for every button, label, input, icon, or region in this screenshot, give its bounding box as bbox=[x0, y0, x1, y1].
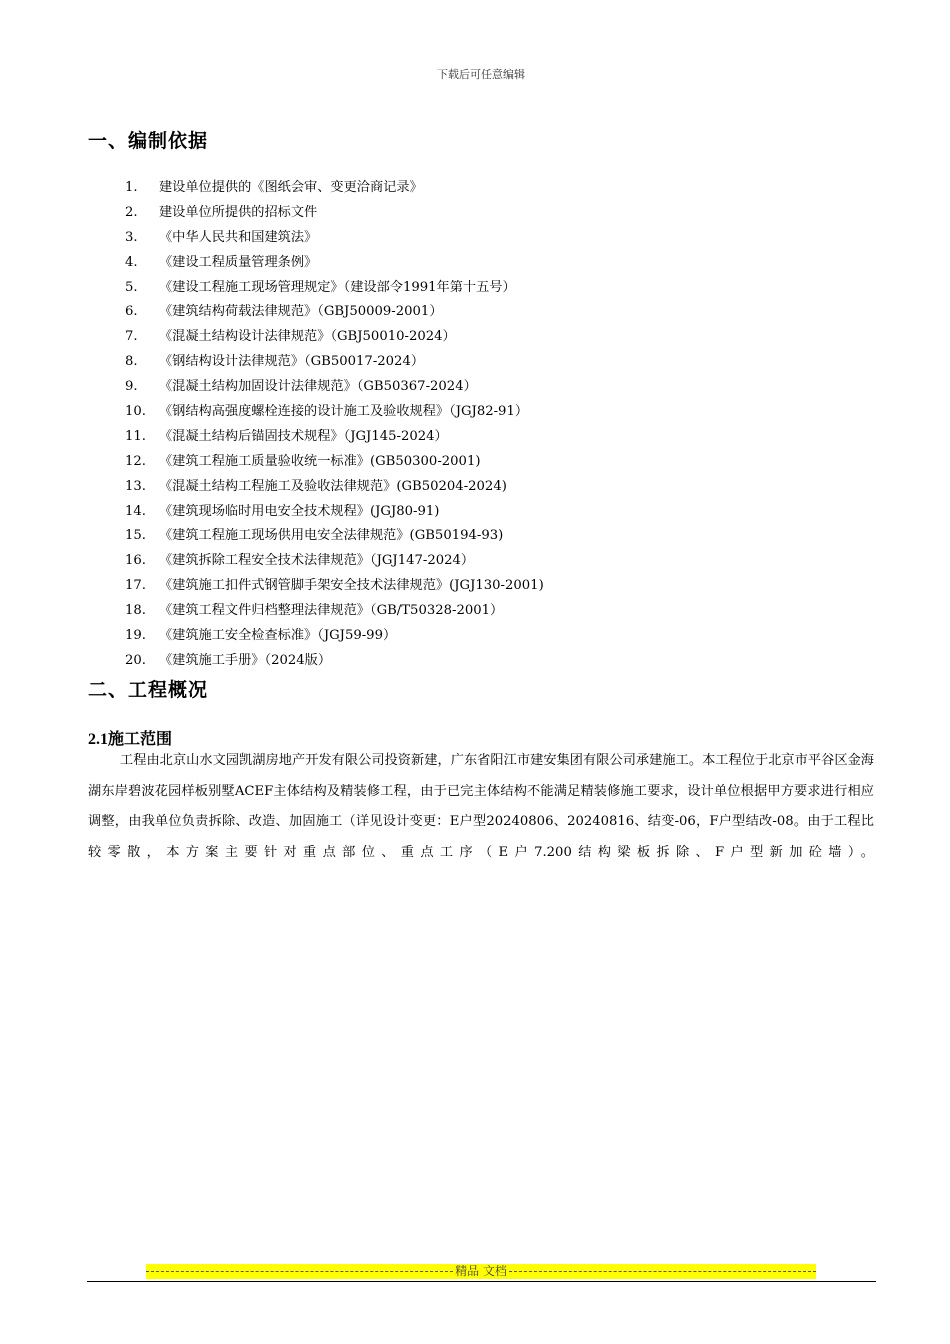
list-item bbox=[125, 601, 544, 626]
list-item-number: 1. bbox=[125, 180, 138, 195]
body-paragraph: 工程由北京山水文园凯湖房地产开发有限公司投资新建，广东省阳江市建安集团有限公司承建施工。本工程位于北京市平谷区金海湖东岸碧波花园样板别墅ACEF主体结构及精装修工程，由于已完主体结构不能满足精装修施工要求，设计单位根据甲方要求进行相应调整，由我单位负责拆除、改造、加固施工（详见设计变更：E户型20240806、20240816、结变-06，F户型结改-08。由于工程比较零散，本方案主要针对重点部位、重点工序（E户7.200结构梁板拆除、F户型新加砼墙）。 bbox=[88, 753, 874, 860]
list-item-text: 《混凝土结构后锚固技术规程》（JGJ145-2024） bbox=[159, 428, 448, 444]
list-item bbox=[125, 302, 544, 327]
list-item-number: 7. bbox=[125, 329, 138, 345]
list-item-text: 建设单位提供的《图纸会审、变更洽商记录》 bbox=[159, 180, 423, 195]
list-item-text: 《钢结构高强度螺栓连接的设计施工及验收规程》（JGJ82-91） bbox=[159, 404, 529, 420]
list-item-number: 3. bbox=[125, 229, 138, 245]
list-item bbox=[125, 327, 544, 352]
list-item bbox=[125, 526, 544, 551]
list-item-number: 16. bbox=[125, 553, 146, 569]
list-item bbox=[125, 452, 544, 477]
list-item-text: 《中华人民共和国建筑法》 bbox=[159, 229, 318, 245]
list-item bbox=[125, 352, 544, 377]
list-item-number: 11. bbox=[125, 428, 146, 444]
reference-list bbox=[125, 178, 544, 676]
list-item bbox=[125, 377, 544, 402]
list-item-number: 2. bbox=[125, 204, 138, 220]
list-item-text: 《建筑结构荷载法律规范》（GBJ50009-2001） bbox=[159, 304, 443, 320]
section-1-heading: 一、编制依据 bbox=[88, 130, 209, 152]
list-item-text: 《混凝土结构设计法律规范》（GBJ50010-2024） bbox=[159, 329, 456, 345]
list-item-text: 《建设工程施工现场管理规定》（建设部令1991年第十五号） bbox=[159, 279, 516, 295]
list-item-text: 《混凝土结构工程施工及验收法律规范》(GB50204-2024) bbox=[159, 478, 507, 494]
list-item-number: 4. bbox=[125, 254, 138, 270]
list-item-text: 《建筑施工扣件式钢管脚手架安全技术法律规范》(JGJ130-2001) bbox=[159, 578, 544, 594]
list-item-number: 20. bbox=[125, 652, 146, 668]
list-item bbox=[125, 576, 544, 601]
list-item-number: 10. bbox=[125, 404, 146, 420]
list-item-text: 《建筑施工安全检查标准》（JGJ59-99） bbox=[159, 628, 397, 644]
list-item-number: 13. bbox=[125, 478, 146, 494]
list-item bbox=[125, 203, 544, 228]
list-item-number: 9. bbox=[125, 379, 138, 395]
list-item-text: 《建筑工程施工现场供用电安全法律规范》(GB50194-93) bbox=[159, 528, 504, 544]
list-item bbox=[125, 178, 544, 203]
list-item bbox=[125, 427, 544, 452]
footer-divider bbox=[87, 1281, 876, 1282]
list-item bbox=[125, 278, 544, 303]
list-item bbox=[125, 477, 544, 502]
list-item-text: 《建筑拆除工程安全技术法律规范》（JGJ147-2024） bbox=[159, 553, 475, 569]
list-item bbox=[125, 626, 544, 651]
list-item bbox=[125, 651, 544, 676]
list-item-text: 《建设工程质量管理条例》 bbox=[159, 254, 318, 270]
section-2-heading: 二、工程概况 bbox=[88, 679, 209, 701]
list-item-text: 《建筑施工手册》（2024版） bbox=[159, 652, 332, 668]
list-item-number: 5. bbox=[125, 279, 138, 295]
list-item-number: 15. bbox=[125, 528, 146, 544]
footer-text: 精品 文档 bbox=[455, 1264, 507, 1278]
list-item-text: 《建筑工程施工质量验收统一标准》(GB50300-2001) bbox=[159, 453, 481, 469]
list-item bbox=[125, 253, 544, 278]
list-item-number: 14. bbox=[125, 503, 146, 519]
footer-highlight-band bbox=[146, 1264, 816, 1279]
list-item bbox=[125, 228, 544, 253]
list-item-text: 《钢结构设计法律规范》（GB50017-2024） bbox=[159, 354, 425, 370]
list-item-number: 18. bbox=[125, 603, 146, 619]
subsection-heading: 2.1施工范围 bbox=[88, 731, 173, 748]
header-note: 下载后可任意编辑 bbox=[437, 68, 525, 81]
list-item-text: 《建筑工程文件归档整理法律规范》（GB/T50328-2001） bbox=[159, 603, 504, 619]
list-item bbox=[125, 402, 544, 427]
list-item-number: 12. bbox=[125, 453, 146, 469]
list-item bbox=[125, 502, 544, 527]
footer-dash-right bbox=[509, 1271, 816, 1272]
list-item bbox=[125, 551, 544, 576]
list-item-number: 19. bbox=[125, 628, 146, 644]
list-item-text: 《混凝土结构加固设计法律规范》（GB50367-2024） bbox=[159, 379, 477, 395]
list-item-number: 6. bbox=[125, 304, 138, 320]
footer-dash-left bbox=[146, 1271, 453, 1272]
list-item-number: 17. bbox=[125, 578, 146, 594]
list-item-text: 《建筑现场临时用电安全技术规程》(JGJ80-91) bbox=[159, 503, 440, 519]
list-item-number: 8. bbox=[125, 354, 138, 370]
list-item-text: 建设单位所提供的招标文件 bbox=[159, 204, 318, 220]
